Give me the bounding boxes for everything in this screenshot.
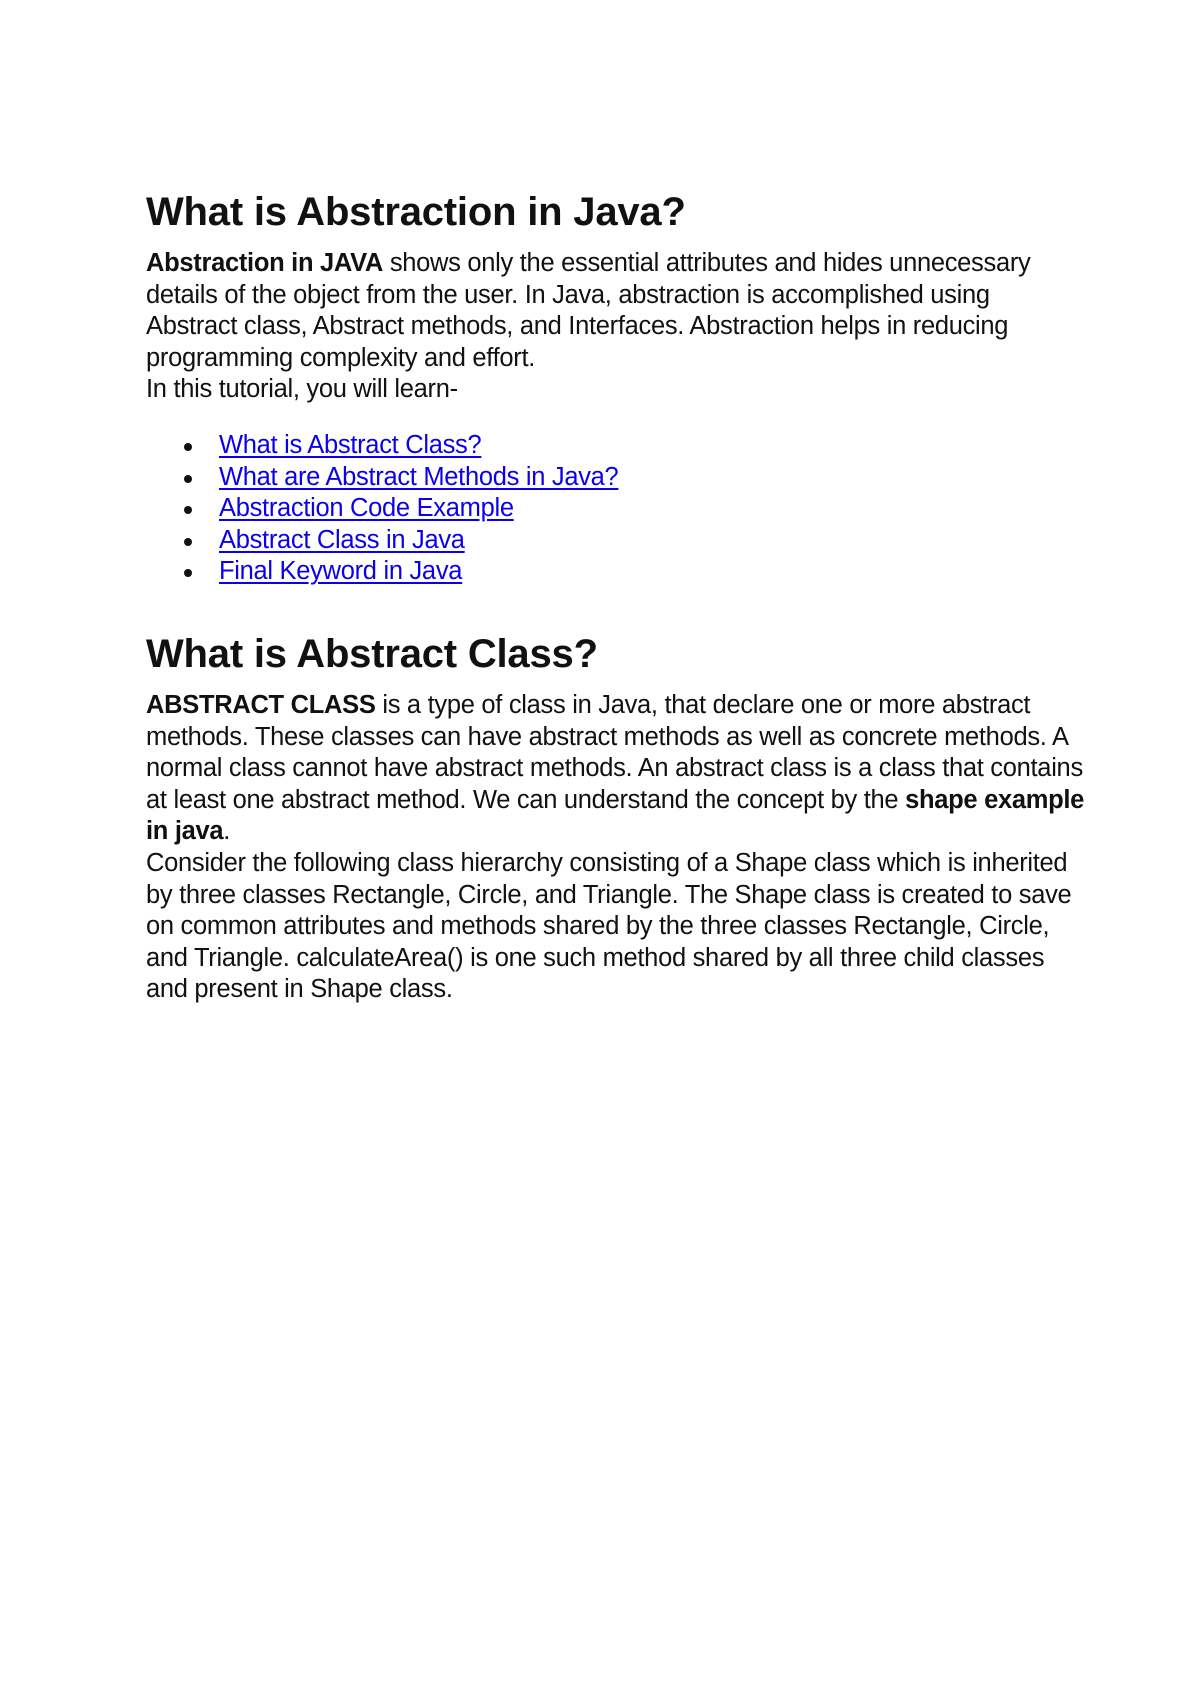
toc-link-code-example[interactable]: Abstraction Code Example xyxy=(219,494,514,523)
intro-paragraph xyxy=(146,248,1086,406)
toc-list xyxy=(146,430,1086,588)
toc-item xyxy=(146,525,1086,557)
toc-link-final-keyword[interactable]: Final Keyword in Java xyxy=(219,557,463,586)
toc-item xyxy=(146,462,1086,494)
bullet-icon xyxy=(184,506,192,514)
toc-item xyxy=(146,556,1086,588)
bullet-icon xyxy=(184,569,192,577)
abstract-class-end: . xyxy=(223,817,231,846)
document-page xyxy=(146,0,1086,1006)
toc-link-abstract-class[interactable]: What is Abstract Class? xyxy=(219,430,482,459)
bullet-icon xyxy=(184,538,192,546)
intro-bold: Abstraction in JAVA xyxy=(146,249,384,277)
toc-link-abstract-class-java[interactable]: Abstract Class in Java xyxy=(219,525,465,554)
abstract-class-bold: ABSTRACT CLASS xyxy=(146,690,376,719)
abstract-class-paragraph xyxy=(146,690,1086,1006)
learn-line: In this tutorial, you will learn- xyxy=(146,375,458,404)
bullet-icon xyxy=(184,475,192,483)
toc-link-abstract-methods[interactable]: What are Abstract Methods in Java? xyxy=(219,462,619,491)
heading-abstraction: What is Abstraction in Java? xyxy=(146,190,686,234)
abstract-class-text: is a type of class in Java, that declare one or more abstract methods. These classes can have abstract methods as well as concrete methods. A normal class cannot have abstract methods. An abstract class is a class that contains at least one abstract method. We can understand the concept by the xyxy=(146,690,1083,814)
bullet-icon xyxy=(184,443,192,451)
toc-item xyxy=(146,430,1086,462)
toc-item xyxy=(146,493,1086,525)
heading-abstract-class: What is Abstract Class? xyxy=(146,631,598,676)
intro-text: shows only the essential attributes and hides unnecessary details of the object from the user. In Java, abstraction is accomplished using Abstract class, Abstract methods, and Interfaces. Abstraction helps in reducing programming complexity and effort. xyxy=(146,249,1031,372)
shape-example-bold: shape example in java xyxy=(146,785,1085,846)
hierarchy-paragraph: Consider the following class hierarchy consisting of a Shape class which is inherited by three classes Rectangle, Circle, and Triangle. The Shape class is created to save on common attributes and methods shared by the three classes Rectangle, Circle, and Triangle. calculateArea() is one such method shared by all three child classes and present in Shape class. xyxy=(146,848,1072,1004)
